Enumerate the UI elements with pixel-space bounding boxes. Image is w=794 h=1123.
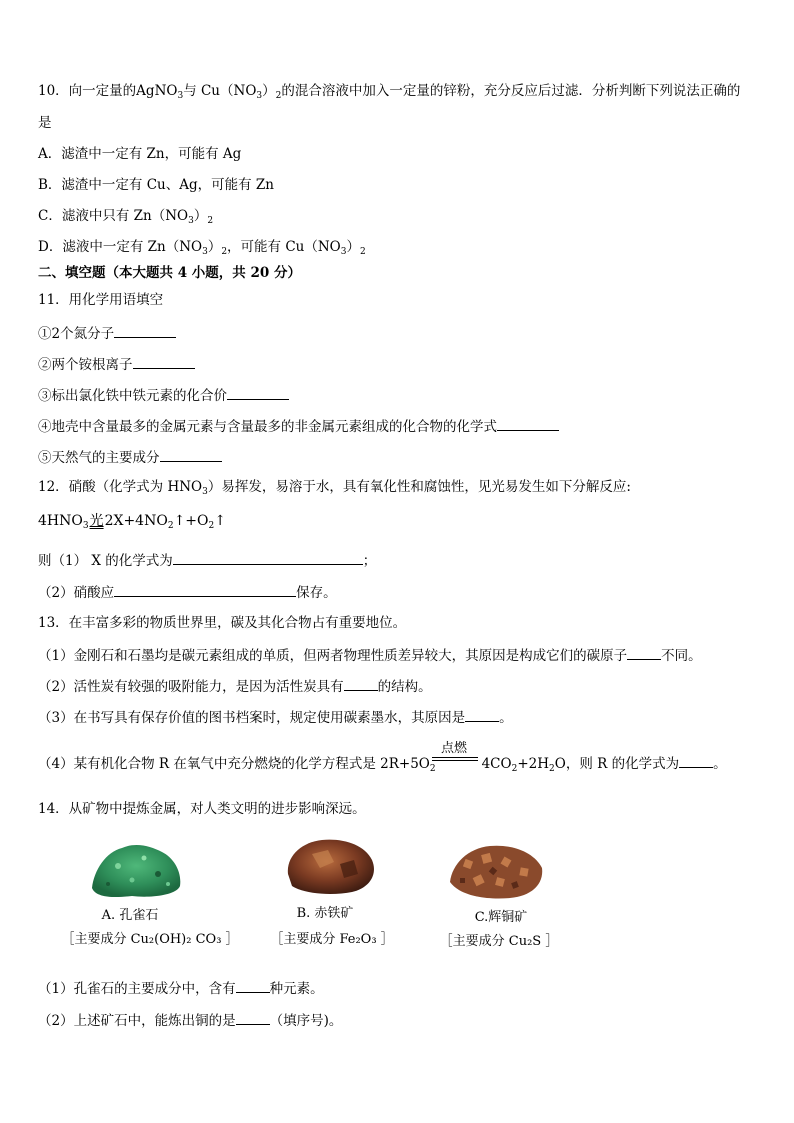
chalcocite-image [446, 838, 546, 902]
answer-blank[interactable] [114, 323, 176, 338]
mineral-b [252, 904, 412, 950]
mineral-b-name: B. 赤铁矿 [296, 906, 354, 921]
q14-part1: （1）孔雀石的主要成分中，含有 种元素。 [38, 978, 324, 998]
q10-stem: 10．向一定量的AgNO$_3$与 $Cu(NO_3)_2$的混合溶液中加入一定量的锌粉，充分反应后过滤．分析判断下列说法正确的 [38, 83, 741, 101]
answer-blank[interactable] [227, 385, 289, 400]
q11-item-4: ④地壳中含量最多的金属元素与含量最多的非金属元素组成的化合物的化学式 [38, 416, 559, 436]
mineral-a [60, 906, 240, 950]
q14-part2: （2）上述矿石中，能炼出铜的是 （填序号)。 [38, 1010, 342, 1030]
answer-blank[interactable] [627, 645, 661, 660]
answer-blank[interactable] [679, 753, 713, 768]
q11-item-2: ②两个铵根离子 [38, 354, 195, 374]
hematite-image [282, 834, 378, 896]
q13-part2: （2）活性炭有较强的吸附能力，是因为活性炭具有 的结构。 [38, 676, 432, 696]
mineral-c [424, 908, 574, 952]
q10-option-c: C．滤液中只有 $Zn(NO_3)_2$ [38, 208, 214, 226]
answer-blank[interactable] [160, 447, 222, 462]
q12-equation: $4HNO_3$光$2X+4NO_2↑+O_2↑$ [38, 510, 226, 530]
answer-blank[interactable] [236, 978, 270, 993]
mineral-a-composition: ［主要成分 Cu₂(OH)₂ CO₃ ］ [61, 932, 239, 947]
answer-blank[interactable] [173, 550, 363, 565]
answer-blank[interactable] [344, 676, 378, 691]
answer-blank[interactable] [497, 416, 559, 431]
q11-item-3: ③标出氯化铁中铁元素的化合价 [38, 385, 289, 405]
q13-part3: （3）在书写具有保存价值的图书档案时，规定使用碳素墨水，其原因是 。 [38, 707, 513, 727]
mineral-b-composition: ［主要成分 Fe₂O₃ ］ [270, 932, 394, 947]
section-title: 二、填空题（本大题共 4 小题，共 20 分） [38, 265, 301, 281]
mineral-c-name: C.辉铜矿 [474, 910, 528, 925]
mineral-c-composition: ［主要成分 Cu₂S ］ [439, 934, 559, 949]
q12-stem: 12．硝酸（化学式为 $HNO_3$）易挥发，易溶于水，具有氧化性和腐蚀性，见光易发生如下分解反应: [38, 479, 631, 497]
q14-stem: 14．从矿物中提炼金属，对人类文明的进步影响深远。 [38, 801, 366, 817]
q10-option-b: B．滤渣中一定有 Cu、Ag，可能有 Zn [38, 177, 274, 193]
q10-option-d: D．滤液中一定有 $Zn(NO_3)_2$，可能有 $Cu(NO_3)_2$ [38, 239, 366, 257]
answer-blank[interactable] [465, 707, 499, 722]
q11-item-5: ⑤天然气的主要成分 [38, 447, 222, 467]
malachite-image [88, 840, 184, 900]
q13-part4: （4）某有机化合物 R 在氧气中充分燃烧的化学方程式是 $2R+5O_2$ $4CO_2+2H_2O$，则 R 的化学式为 。 [38, 753, 727, 773]
q13-part1: （1）金刚石和石墨均是碳元素组成的单质，但两者物理性质差异较大，其原因是构成它们的碳原子 不同。 [38, 645, 702, 665]
q12-part1: 则（1） X 的化学式为 ； [38, 550, 376, 570]
answer-blank[interactable] [114, 582, 296, 597]
q11-stem: 11．用化学用语填空 [38, 292, 164, 308]
combustion-condition: 点燃 [441, 741, 468, 756]
q10-option-a: A．滤渣中一定有 Zn，可能有 Ag [38, 146, 242, 162]
q10-stem-line2: 是 [38, 115, 52, 131]
equation-condition: 光 [89, 513, 104, 529]
q12-part2: （2）硝酸应 保存。 [38, 582, 337, 602]
q11-item-1: ①2个氮分子 [38, 323, 176, 343]
answer-blank[interactable] [133, 354, 195, 369]
q13-stem: 13．在丰富多彩的物质世界里，碳及其化合物占有重要地位。 [38, 615, 407, 631]
mineral-a-name: A. 孔雀石 [101, 908, 159, 923]
answer-blank[interactable] [236, 1010, 270, 1025]
